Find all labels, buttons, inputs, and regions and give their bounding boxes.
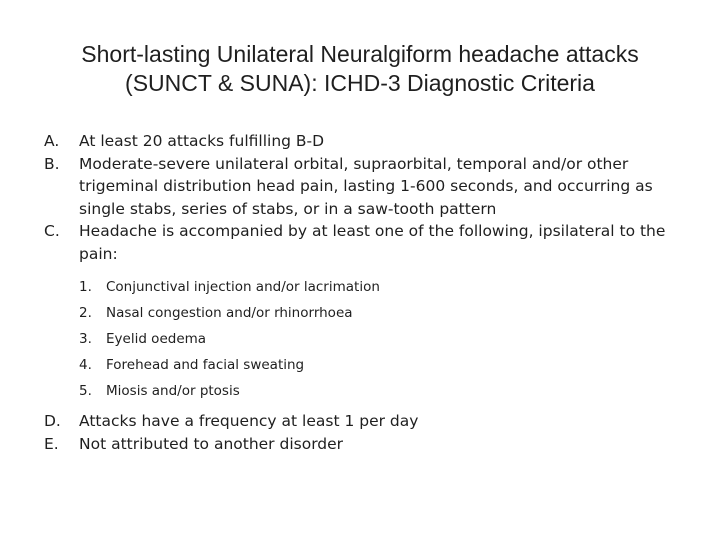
- associated-features-list: [44, 274, 684, 404]
- title-line-1: Short-lasting Unilateral Neuralgiform headache attacks: [81, 41, 639, 67]
- list-item-number: 5.: [79, 383, 92, 399]
- list-item: [79, 352, 684, 378]
- criterion-d: [44, 410, 684, 433]
- list-item-number: 2.: [79, 305, 92, 321]
- criterion-letter: D.: [44, 412, 61, 430]
- slide-title: [20, 40, 700, 98]
- list-item-number: 4.: [79, 357, 92, 373]
- list-item: [79, 378, 684, 404]
- criteria-list: [44, 130, 684, 455]
- criterion-c: [44, 220, 684, 265]
- criterion-letter: E.: [44, 434, 59, 453]
- list-item-text: Eyelid oedema: [106, 331, 207, 347]
- list-item-text: Nasal congestion and/or rhinorrhoea: [106, 305, 353, 321]
- criterion-text: Headache is accompanied by at least one of the following, ipsilateral to the pain:: [79, 222, 666, 263]
- criterion-letter: B.: [44, 154, 60, 173]
- list-item-number: 3.: [79, 331, 92, 347]
- list-item-text: Miosis and/or ptosis: [106, 383, 240, 399]
- criterion-letter: A.: [44, 132, 60, 150]
- list-item-text: Forehead and facial sweating: [106, 357, 305, 373]
- criterion-letter: C.: [44, 222, 60, 240]
- list-item-text: Conjunctival injection and/or lacrimation: [106, 279, 380, 295]
- criterion-e: [44, 433, 684, 456]
- list-item: [79, 326, 684, 352]
- criterion-text: Not attributed to another disorder: [79, 434, 344, 453]
- criterion-text: Attacks have a frequency at least 1 per day: [79, 412, 419, 430]
- list-item: [79, 274, 684, 300]
- criterion-text: At least 20 attacks fulfilling B-D: [79, 132, 325, 150]
- criterion-text: Moderate-severe unilateral orbital, supraorbital, temporal and/or other trigeminal distribution head pain, lasting 1-600 seconds, and occurring as single stabs, series of stabs, or in a saw-tooth pattern: [79, 154, 653, 218]
- list-item: [79, 300, 684, 326]
- criterion-b: [44, 153, 684, 221]
- list-item-number: 1.: [79, 279, 92, 295]
- criterion-a: [44, 130, 684, 153]
- title-line-2: (SUNCT & SUNA): ICHD-3 Diagnostic Criteria: [125, 70, 595, 96]
